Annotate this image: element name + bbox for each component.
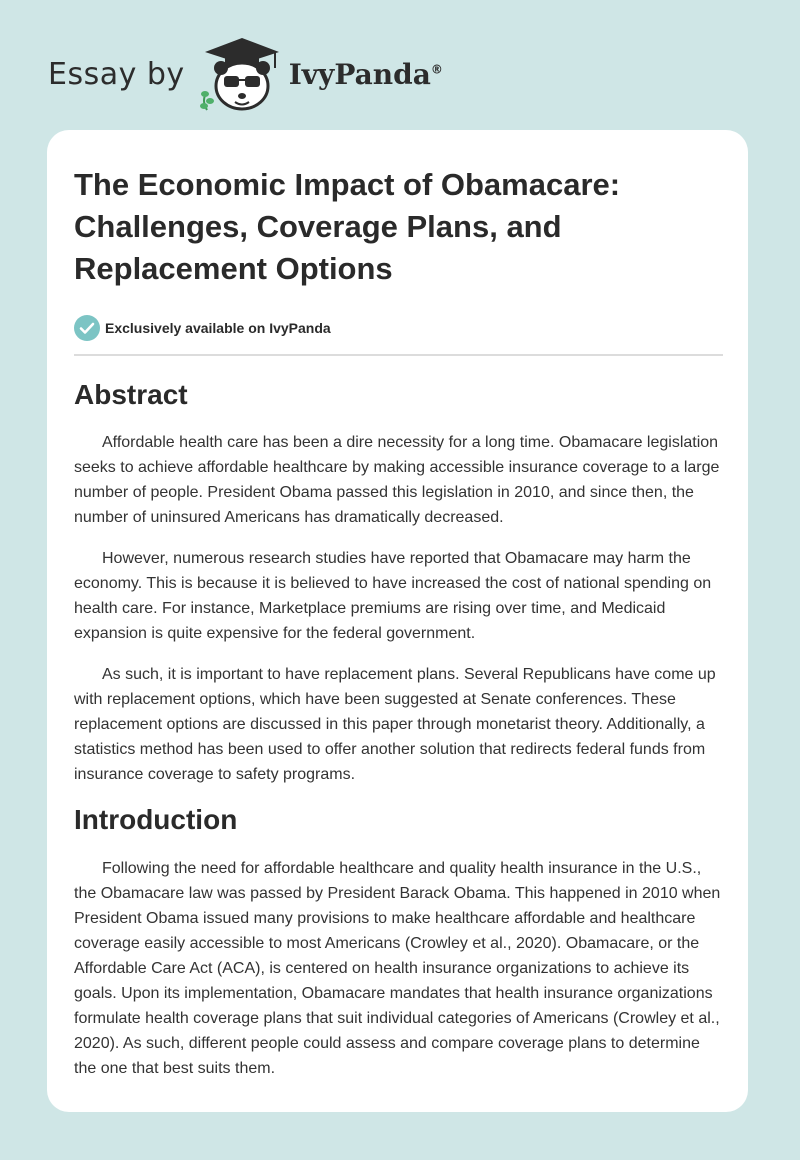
- site-header: [48, 34, 443, 114]
- registered-mark: ®: [430, 62, 443, 77]
- article-card: [47, 130, 748, 1112]
- article-title: The Economic Impact of Obamacare: Challenges, Coverage Plans, and Replacement Options: [74, 167, 621, 286]
- ivypanda-logo-icon[interactable]: [197, 34, 287, 114]
- essay-by-label: Essay by: [48, 56, 185, 92]
- introduction-paragraph: Following the need for affordable healthcare and quality health insurance in the U.S., the Obamacare law was passed by President Barack Obama. This happened in 2010 when President Obama issued many provisions to make healthcare affordable and healthcare coverage easily accessible to most Americans (Crowley et al., 2020). Obamacare, or the Affordable Care Act (ACA), is centered on health insurance organizations to achieve its goals. Upon its implementation, Obamacare mandates that health insurance organizations formulate health coverage plans that suit individual categories of Americans (Crowley et al., 2020). As such, different people could assess and compare coverage plans to determine the one that best suits them.: [74, 860, 721, 1077]
- abstract-paragraph: Affordable health care has been a dire necessity for a long time. Obamacare legislation seeks to achieve affordable healthcare by making accessible insurance coverage to a large number of people. President Obama passed this legislation in 2010, and since then, the number of uninsured Americans has dramatically decreased.: [74, 434, 720, 526]
- section-heading-abstract: Abstract: [74, 379, 188, 410]
- checkmark-badge-icon: [74, 315, 100, 341]
- section-heading-introduction: Introduction: [74, 804, 238, 835]
- abstract-paragraph: However, numerous research studies have reported that Obamacare may harm the economy. This is because it is believed to have increased the cost of national spending on health care. For instance, Marketplace premiums are rising over time, and Medicaid expansion is quite expensive for the federal government.: [74, 550, 712, 642]
- exclusive-badge: [74, 315, 722, 341]
- abstract-paragraph: As such, it is important to have replacement plans. Several Republicans have come up with replacement options, which have been suggested at Senate conferences. These replacement options are discussed in this paper through monetarist theory. Additionally, a statistics method has been used to offer another solution that redirects federal funds from insurance coverage to safety programs.: [74, 666, 716, 783]
- exclusive-badge-label: Exclusively available on IvyPanda: [105, 320, 331, 336]
- title-divider: [74, 354, 723, 356]
- brand-name[interactable]: IvyPanda®: [288, 57, 443, 91]
